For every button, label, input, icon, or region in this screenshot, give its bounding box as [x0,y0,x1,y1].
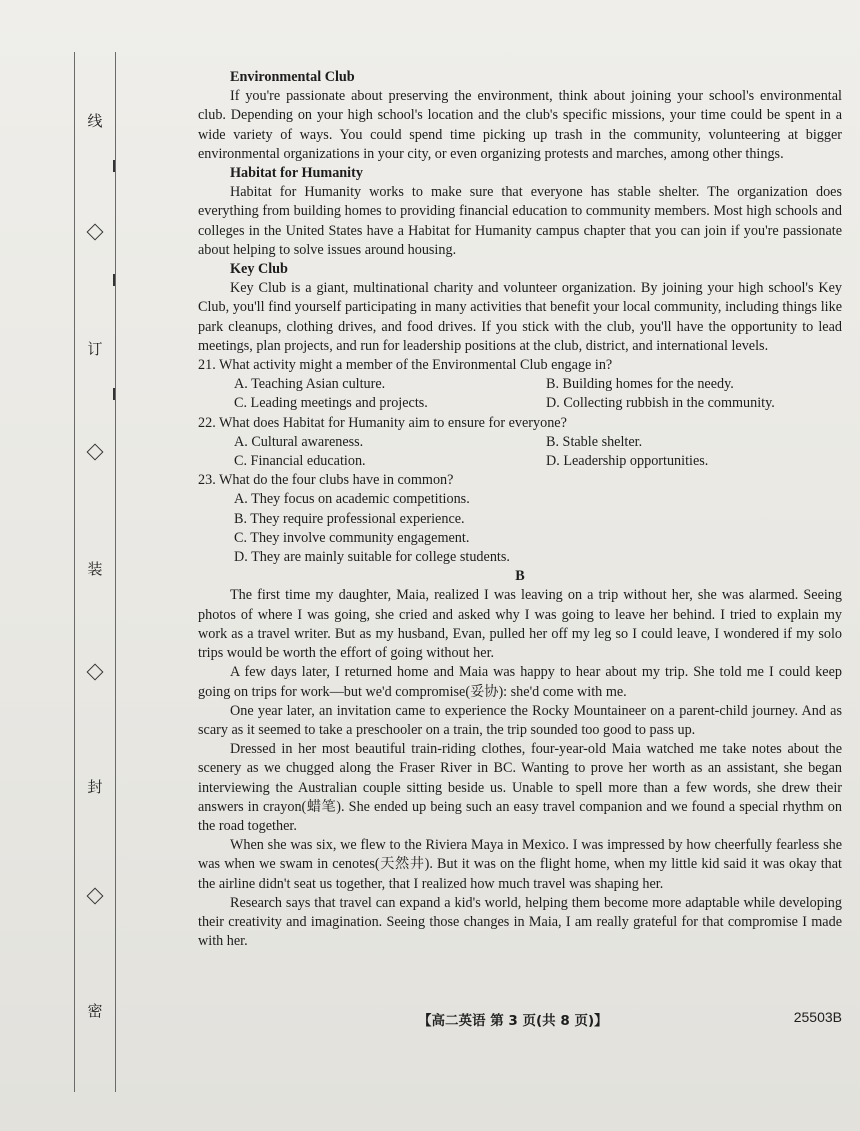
option-c[interactable]: C. They involve community engagement. [234,529,470,546]
option-a[interactable]: A. They focus on academic competitions. [234,491,470,508]
club-heading-habitat: Habitat for Humanity [230,165,363,182]
question-23 [198,471,842,567]
binding-char-zhuang: 装 [87,560,103,578]
page-number-label: 【高二英语 第 3 页(共 8 页)】 [418,1013,608,1029]
question-stem: 21. What activity might a member of the Environmental Club engage in? [198,357,613,374]
option-c[interactable]: C. Leading meetings and projects. [234,395,428,412]
passage-b-paragraph: The first time my daughter, Maia, realized I was leaving on a trip without her, she was alarmed. Seeing photos of where I was going, she cried and asked why I was going to leave her behind. I tried to explain my work as a travel writer. But as my husband, Evan, pulled her off my leg so I could leave, I wondered if my solo trips would be worth the effort of going without her. [198,587,842,662]
option-b[interactable]: B. Building homes for the needy. [546,376,734,393]
question-stem: 22. What does Habitat for Humanity aim to ensure for everyone? [198,414,567,431]
club-text-environmental: If you're passionate about preserving the environment, think about joining your school's environmental club. Depending on your high school's location and the club's specific missions, your time could be spent in a wide variety of ways. You could spend time picking up trash in the community, volunteering at bigger environmental organizations in your city, or even organizing protests and marches, among other things. [198,88,842,162]
passage-b-paragraph: One year later, an invitation came to experience the Rocky Mountaineer on a parent-child journey. And as scary as it seemed to take a preschooler on a train, the trip sounded too good to pass up. [198,702,842,738]
diamond-icon [87,444,104,461]
question-options [198,433,842,471]
option-d[interactable]: D. Collecting rubbish in the community. [546,395,775,412]
option-c[interactable]: C. Financial education. [234,453,366,470]
option-d[interactable]: D. Leadership opportunities. [546,453,709,470]
binding-char-xian: 线 [87,112,103,130]
option-d[interactable]: D. They are mainly suitable for college students. [234,549,510,566]
passage-b-paragraph: When she was six, we flew to the Riviera Maya in Mexico. I was impressed by how cheerfully fearless she was when we swam in cenotes(天然井). But it was on the flight home, when my little kid said it was okay that the airline didn't seat us together, that I realized how much travel was shaping her. [198,837,842,892]
binding-margin [74,52,116,1092]
binding-tick [113,160,115,172]
passage-b-paragraph: A few days later, I returned home and Maia was happy to hear about my trip. She told me I could keep going on trips for work—but we'd compromise(妥协): she'd come with me. [198,664,842,700]
diamond-icon [87,224,104,241]
question-options [198,490,842,567]
binding-tick [113,388,115,400]
exam-code: 25503B [793,1009,842,1025]
option-a[interactable]: A. Cultural awareness. [234,433,364,450]
binding-char-mi: 密 [87,1002,103,1020]
club-text-key-club: Key Club is a giant, multinational charity and volunteer organization. By joining your high school's Key Club, you'll find yourself participating in many activities that benefit your local community, including things like park cleanups, clothing drives, and food drives. If you stick with the club, you'll have the opportunity to lead meetings, plan projects, and run for leadership positions at the club, district, and international levels. [198,280,842,354]
club-heading-key-club: Key Club [230,261,288,278]
option-b[interactable]: B. They require professional experience. [234,510,465,527]
diamond-icon [87,888,104,905]
club-text-habitat: Habitat for Humanity works to make sure that everyone has stable shelter. The organization does everything from building homes to providing financial education to community members. Most high schools and colleges in the United States have a Habitat for Humanity campus chapter that you can join if you're passionate about helping to solve issues around housing. [198,184,842,258]
club-heading-environmental: Environmental Club [230,69,355,85]
option-b[interactable]: B. Stable shelter. [546,433,643,450]
binding-tick [113,274,115,286]
question-stem: 23. What do the four clubs have in common? [198,472,454,489]
question-options [198,375,842,413]
diamond-icon [87,664,104,681]
section-b-label: B [515,568,525,585]
page-content [198,68,842,951]
option-a[interactable]: A. Teaching Asian culture. [234,376,386,393]
binding-char-feng: 封 [87,778,103,796]
passage-b-paragraph: Dressed in her most beautiful train-riding clothes, four-year-old Maia watched me take notes about the scenery as we chugged along the Fraser River in BC. Wanting to prove her worth as an assistant, she began interviewing the Australian couple sitting beside us. Unable to spell more than a few words, she drew their answers in crayon(蜡笔). She ended up being such an easy travel companion and we found a special rhythm on the road together. [198,741,842,834]
question-22 [198,414,842,472]
passage-b-paragraph: Research says that travel can expand a kid's world, helping them become more adaptable while developing their creativity and imagination. Seeing those changes in Maia, I am really grateful for that compromise I made with her. [198,894,842,950]
binding-char-ding: 订 [87,340,103,358]
question-21 [198,356,842,414]
